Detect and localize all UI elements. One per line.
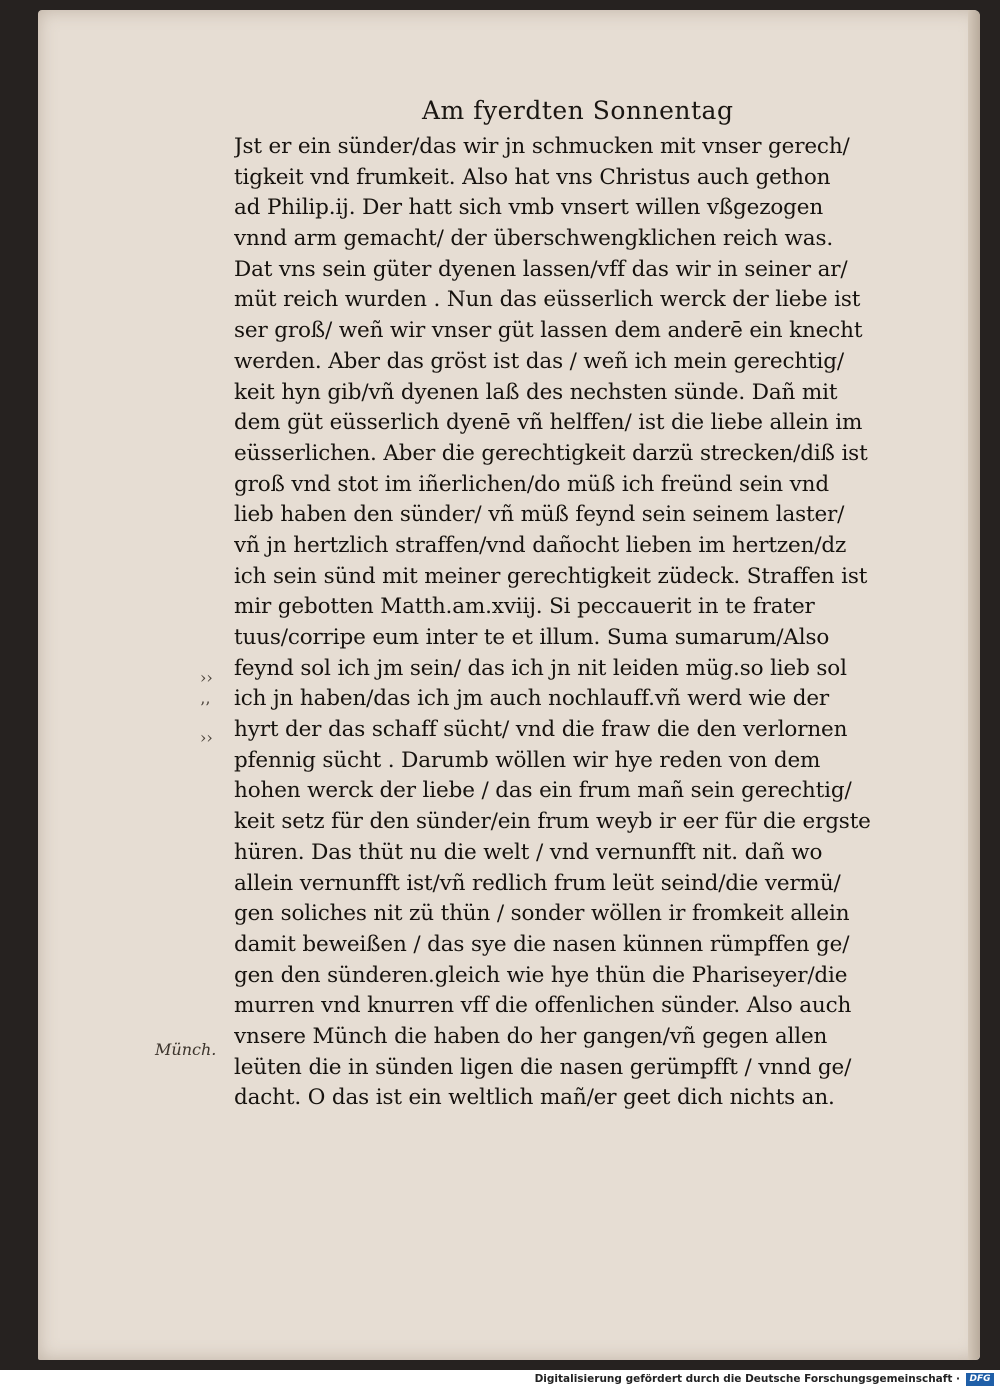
page-edge <box>968 10 980 1360</box>
text-line: hyrt der das schaff sücht/ vnd die fraw die den verlornen <box>234 717 848 743</box>
text-line: murren vnd knurren vff die offenlichen sünder. Also auch <box>234 993 852 1019</box>
text-line: müt reich wurden . Nun das eüsserlich werck der liebe ist <box>234 287 861 313</box>
footer-bar <box>0 1370 1000 1390</box>
text-line: leüten die in sünden ligen die nasen gerümpfft / vnnd ge/ <box>234 1054 852 1080</box>
text-line: dem güt eüsserlich dyenē vñ helffen/ ist die liebe allein im <box>234 410 863 436</box>
margin-mark: ›› <box>200 668 213 687</box>
text-line: tigkeit vnd frumkeit. Also hat vns Christus auch gethon <box>234 164 831 190</box>
main-text <box>234 132 934 1114</box>
text-line: mir gebotten Matth.am.xviij. Si peccauerit in te frater <box>234 594 815 620</box>
text-line: gen den sünderen.gleich wie hye thün die Phariseyer/die <box>234 962 848 988</box>
margin-mark: ’’ <box>200 698 211 717</box>
text-line: dacht. O das ist ein weltlich mañ/er geet dich nichts an. <box>234 1085 835 1111</box>
text-line: ich jn haben/das ich jm auch nochlauff.vñ werd wie der <box>234 686 830 712</box>
text-line: keit setz für den sünder/ein frum weyb ir eer für die ergste <box>234 809 871 835</box>
text-line: hohen werck der liebe / das ein frum mañ sein gerechtig/ <box>234 778 852 804</box>
dfg-logo: DFG <box>966 1373 994 1386</box>
text-line: pfennig sücht . Darumb wöllen wir hye reden von dem <box>234 747 821 773</box>
text-line: damit beweißen / das sye die nasen künnen rümpffen ge/ <box>234 931 850 957</box>
margin-mark: ›› <box>200 728 213 747</box>
text-line: tuus/corripe eum inter te et illum. Suma sumarum/Also <box>234 625 830 650</box>
text-line: Jst er ein sünder/das wir jn schmucken mit vnser gerech/ <box>234 134 850 159</box>
text-line: Dat vns sein güter dyenen lassen/vff das wir in seiner ar/ <box>234 256 848 282</box>
text-line: keit hyn gib/vñ dyenen laß des nechsten sünde. Dañ mit <box>234 379 838 405</box>
text-line: ser groß/ weñ wir vnser güt lassen dem anderē ein knecht <box>234 318 863 344</box>
text-line: werden. Aber das gröst ist das / weñ ich mein gerechtig/ <box>234 348 844 374</box>
text-line: ich sein sünd mit meiner gerechtigkeit züdeck. Straffen ist <box>234 563 868 589</box>
text-line: eüsserlichen. Aber die gerechtigkeit darzü strecken/diß ist <box>234 440 868 466</box>
text-line: groß vnd stot im iñerlichen/do müß ich freünd sein vnd <box>234 471 829 497</box>
text-line: allein vernunfft ist/vñ redlich frum leüt seind/die vermü/ <box>234 870 841 896</box>
text-line: vnsere Münch die haben do her gangen/vñ gegen allen <box>234 1023 828 1049</box>
running-header: Am fyerdten Sonnentag <box>422 96 734 125</box>
margin-note: Münch. <box>155 1040 217 1059</box>
text-line: ad Philip.ij. Der hatt sich vmb vnsert willen vßgezogen <box>234 195 824 221</box>
text-line: vnnd arm gemacht/ der überschwengklichen reich was. <box>234 226 834 252</box>
text-line: hüren. Das thüt nu die welt / vnd vernunfft nit. dañ wo <box>234 839 823 865</box>
text-line: lieb haben den sünder/ vñ müß feynd sein seinem laster/ <box>234 502 845 528</box>
text-line: gen soliches nit zü thün / sonder wöllen ir fromkeit allein <box>234 901 850 927</box>
text-line: vñ jn hertzlich straffen/vnd dañocht lieben im hertzen/dz <box>234 532 847 558</box>
funding-credit: Digitalisierung gefördert durch die Deutsche Forschungsgemeinschaft · <box>534 1373 960 1385</box>
text-line: feynd sol ich jm sein/ das ich jn nit leiden müg.so lieb sol <box>234 655 847 681</box>
